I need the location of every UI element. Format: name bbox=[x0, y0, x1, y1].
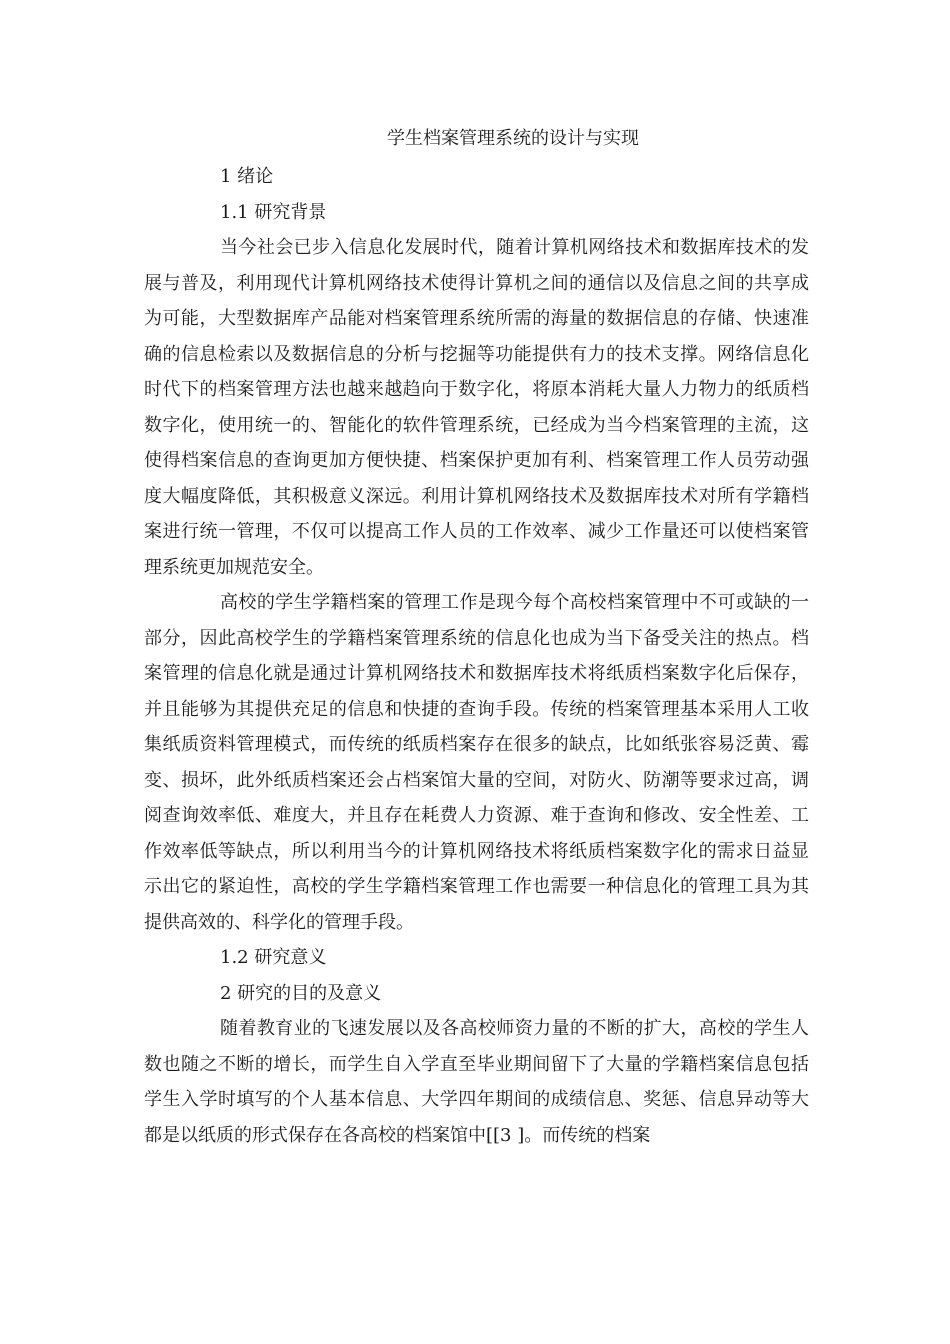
document-title: 学生档案管理系统的设计与实现 bbox=[387, 128, 639, 149]
section-heading-1-2: 1.2 研究意义 bbox=[220, 947, 327, 968]
paragraph-background-1: 当今社会已步入信息化发展时代，随着计算机网络技术和数据库技术的发展与普及，利用现代计算机网络技术使得计算机之间的通信以及信息之间的共享成为可能，大型数据库产品能对档案管理系统所需的海量的数据信息的存储、快速准确的信息检索以及数据信息的分析与挖掘等功能提供有力的技术支撑。网络信息化时代下的档案管理方法也越来越趋向于数字化，将原本消耗大量人力物力的纸质档数字化，使用统一的、智能化的软件管理系统，已经成为当今档案管理的主流，这使得档案信息的查询更加方便快捷、档案保护更加有利、档案管理工作人员劳动强度大幅度降低，其积极意义深远。利用计算机网络技术及数据库技术对所有学籍档案进行统一管理，不仅可以提高工作人员的工作效率、减少工作量还可以使档案管理系统更加规范安全。 bbox=[144, 237, 809, 578]
paragraph-purpose-1: 随着教育业的飞速发展以及各高校师资力量的不断的扩大，高校的学生人数也随之不断的增长，而学生自入学直至毕业期间留下了大量的学籍档案信息包括学生入学时填写的个人基本信息、大学四年期间的成绩信息、奖惩、信息异动等大都是以纸质的形式保存在各高校的档案馆中[[3 ]。而传统的档案 bbox=[144, 1018, 809, 1146]
section-heading-1: 1 绪论 bbox=[220, 166, 274, 187]
document-body bbox=[144, 159, 809, 1153]
section-heading-1-1: 1.1 研究背景 bbox=[220, 201, 327, 223]
section-heading-2: 2 研究的目的及意义 bbox=[220, 982, 382, 1004]
paragraph-background-2: 高校的学生学籍档案的管理工作是现今每个高校档案管理中不可或缺的一部分，因此高校学生的学籍档案管理系统的信息化也成为当下备受关注的热点。档案管理的信息化就是通过计算机网络技术和数据库技术将纸质档案数字化后保存，并且能够为其提供充足的信息和快捷的查询手段。传统的档案管理基本采用人工收集纸质资料管理模式，而传统的纸质档案存在很多的缺点，比如纸张容易泛黄、霉变、损坏，此外纸质档案还会占档案馆大量的空间，对防火、防潮等要求过高，调阅查询效率低、难度大，并且存在耗费人力资源、难于查询和修改、安全性差、工作效率低等缺点，所以利用当今的计算机网络技术将纸质档案数字化的需求日益显示出它的紧迫性，高校的学生学籍档案管理工作也需要一种信息化的管理工具为其提供高效的、科学化的管理手段。 bbox=[144, 592, 809, 933]
